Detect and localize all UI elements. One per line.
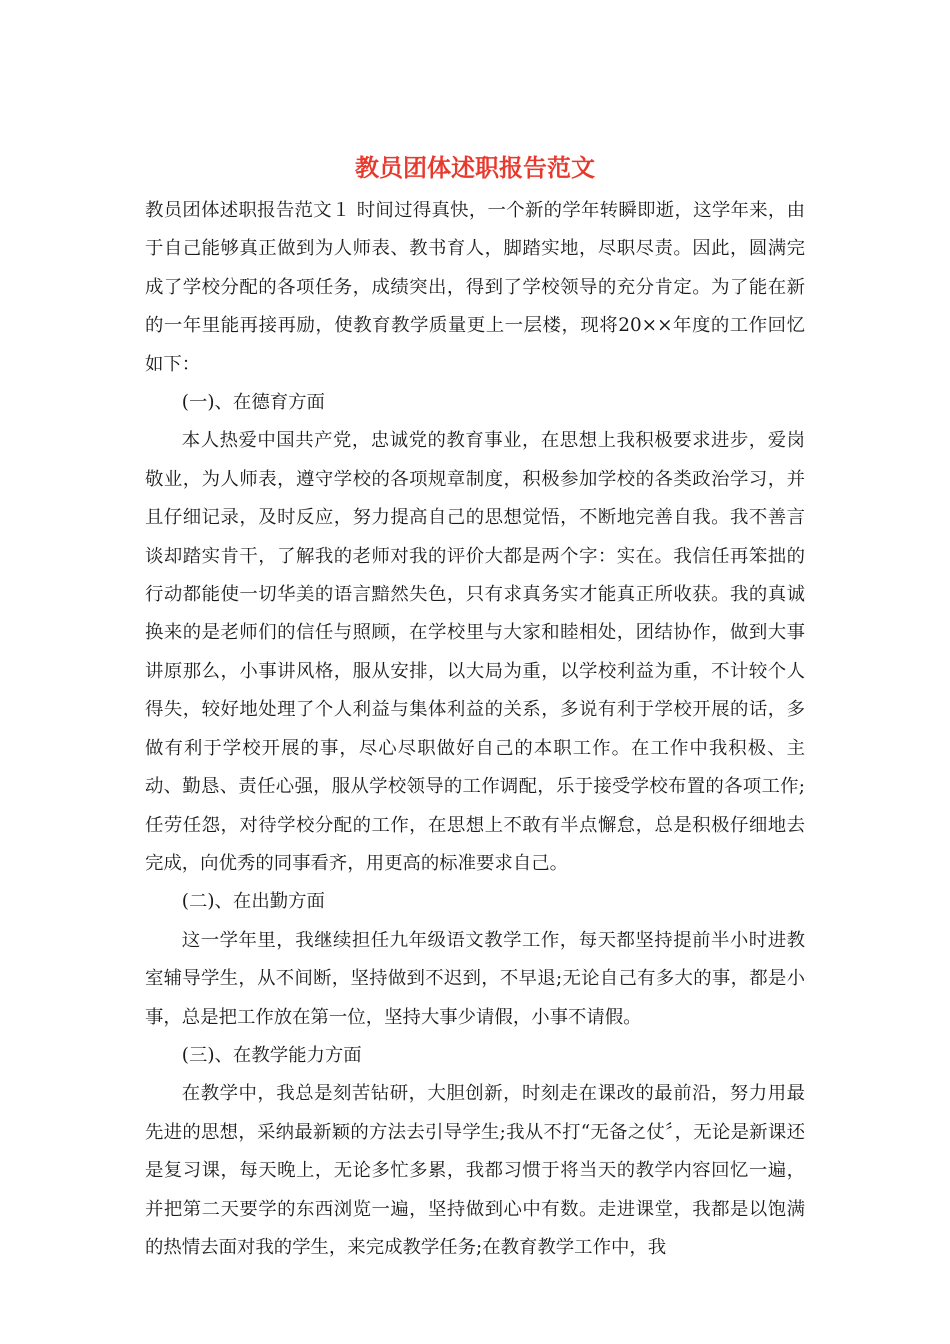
paragraph-intro: 教员团体述职报告范文１ 时间过得真快，一个新的学年转瞬即逝，这学年来，由于自己能够真正做到为人师表、教书育人，脚踏实地，尽职尽责。因此，圆满完成了学校分配的各项任务，成绩突出，得到了学校领导的充分肯定。为了能在新的一年里能再接再励，使教育教学质量更上一层楼，现将20××年度的工作回忆如下： <box>145 200 805 375</box>
section-heading-attendance: (二)、在出勤方面 <box>181 891 325 913</box>
section-heading-teaching: (三)、在教学能力方面 <box>181 1044 362 1066</box>
document-title: 教员团体述职报告范文 <box>355 153 595 182</box>
paragraph-moral: 本人热爱中国共产党，忠诚党的教育事业，在思想上我积极要求进步，爱岗敬业，为人师表，遵守学校的各项规章制度，积极参加学校的各类政治学习，并且仔细记录，及时反应，努力提高自己的思想觉悟，不断地完善自我。我不善言谈却踏实肯干，了解我的老师对我的评价大都是两个字：实在。我信任再笨拙的行动都能使一切华美的语言黯然失色，只有求真务实才能真正所收获。我的真诚换来的是老师们的信任与照顾，在学校里与大家和睦相处，团结协作，做到大事讲原那么，小事讲风格，服从安排，以大局为重，以学校利益为重，不计较个人得失，较好地处理了个人利益与集体利益的关系，多说有利于学校开展的话，多做有利于学校开展的事，尽心尽职做好自己的本职工作。在工作中我积极、主动、勤恳、责任心强，服从学校领导的工作调配，乐于接受学校布置的各项工作;任劳任怨，对待学校分配的工作，在思想上不敢有半点懈怠，总是积极仔细地去完成，向优秀的同事看齐，用更高的标准要求自己。 <box>145 430 805 874</box>
document-body <box>145 192 805 1267</box>
paragraph-teaching: 在教学中，我总是刻苦钻研，大胆创新，时刻走在课改的最前沿，努力用最先进的思想，采纳最新颖的方法去引导学生;我从不打“无备之仗〞，无论是新课还是复习课，每天晚上，无论多忙多累，我都习惯于将当天的教学内容回忆一遍，并把第二天要学的东西浏览一遍，坚持做到心中有数。走进课堂，我都是以饱满的热情去面对我的学生，来完成教学任务;在教育教学工作中，我 <box>145 1083 805 1258</box>
section-heading-moral: (一)、在德育方面 <box>181 392 325 414</box>
paragraph-attendance: 这一学年里，我继续担任九年级语文教学工作，每天都坚持提前半小时进教室辅导学生，从不间断，坚持做到不迟到，不早退;无论自己有多大的事，都是小事，总是把工作放在第一位，坚持大事少请假，小事不请假。 <box>145 929 805 1028</box>
